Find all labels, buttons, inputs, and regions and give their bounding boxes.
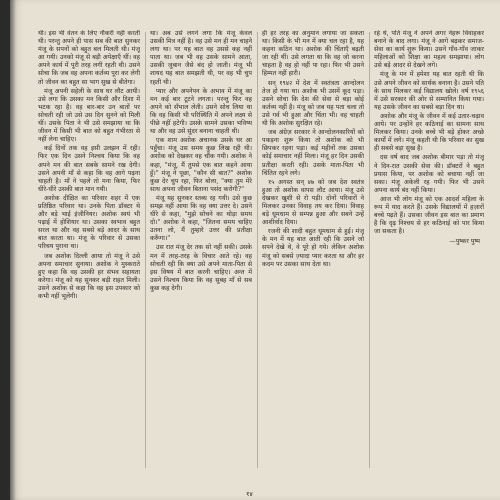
column-divider: [145, 32, 146, 468]
paragraph: जब अशोक दिल्ली आया तो मंजू ने उसे अपना समाचार सुनाया। अशोक ने मुस्कराते हुए कहा कि वह उसकी हर संभव सहायता करेगा। मंजू को यह सुनकर बड़ी राहत मिली। उसने अशोक से कहा कि वह इस उपकार को कभी नहीं भूलेगी।: [38, 252, 140, 300]
paragraph: मंजू यह सुनकर स्तब्ध रह गयी। उसे कुछ समझ नहीं आया कि वह क्या उत्तर दे। उसने धीरे से कहा, "मुझे सोचने का थोड़ा समय दो।" अशोक ने कहा, "जितना समय चाहिए उतना लो, मैं तुम्हारे उत्तर की प्रतीक्षा करूँगा।": [150, 194, 252, 243]
column-divider: [257, 32, 258, 468]
magazine-page: [10, 0, 500, 500]
text-area: [38, 30, 484, 472]
paragraph: था। अब उसे लगने लगा कि मंजू केवल उसकी मित्र नहीं है। वह उसे मन ही मन चाहने लगा था। पर यह बात वह उससे कह नहीं पाता था। जब भी वह उसके सामने आता, उसकी जुबान जैसे बंद हो जाती। मंजू भी शायद यह बात समझती थी, पर वह भी चुप रहती थी।: [150, 30, 252, 86]
column-2: [150, 30, 252, 472]
column-divider: [369, 32, 370, 468]
column-3: [262, 30, 364, 472]
binding-shadow: [10, 0, 16, 500]
paragraph: कई दिनों तक वह इसी उलझन में रही। फिर एक दिन उसने निश्चय किया कि वह अपने मन की बात सबके सामने रख देगी। उसने अपनी माँ से कहा कि वह आगे पढ़ना चाहती है। माँ ने पहले तो मना किया, फिर धीरे-धीरे उसकी बात मान गयी।: [38, 145, 140, 193]
paragraph: अशोक दीक्षित का परिवार शहर में एक प्रतिष्ठित परिवार था। उनके पिता डॉक्टर थे और बड़े भाई इंजीनियर। अशोक स्वयं भी पढ़ाई में होशियार था। उसका स्वभाव बहुत सरल था और वह सबसे बड़े आदर के साथ बात करता था। मंजू के परिवार से उसका परिचय पुराना था।: [38, 194, 140, 251]
paragraph: रजनी की शादी बहुत धूमधाम से हुई। मंजू के मन में यह बात आती रही कि उसने जो सपने देखे थे, वे पूरे हो गये। लेकिन अशोक मंजू को सबसे ज़्यादा प्यार करता था और हर कदम पर उसका साथ देता था।: [262, 228, 364, 268]
paragraph: दस वर्ष बाद जब अशोक बीमार पड़ा तो मंजू ने दिन-रात उसकी सेवा की। डॉक्टरों ने बहुत प्रयास किया, पर अशोक को बचाया नहीं जा सका। मंजू अकेली रह गयी। फिर भी उसने अपना कार्य बंद नहीं किया।: [374, 154, 484, 194]
author-signature: —पुष्कर पुष्प: [449, 238, 480, 246]
paragraph: उस रात मंजू देर तक सो नहीं सकी। उसके मन में तरह-तरह के विचार आते रहे। वह सोचती रही कि क्या उसे अपने माता-पिता से इस विषय में बात करनी चाहिए। अन्त में उसने निश्चय किया कि वह सुबह माँ से सब कुछ कह देगी।: [150, 244, 252, 292]
paragraph: थी। इस भी वेतन के लिए नौकरी नहीं करती थी। परन्तु अपने ही पास सब की बात सुनकर मंजू के सपनों को बहुत बल मिलती थी। मंजू आ गयी। उनको मंजू से बड़ी अपेक्षाएँ थीं। वह अपने कार्य में पूरी तरह लगी रहती थी। उसने सोचा कि जब वह अपना कर्तव्य पूरा कर लेगी तो जीवन का बहुत सा भाग सुख से बीतेगा।: [38, 30, 140, 86]
paragraph: मंजू के मन में हमेशा यह बात रहती थी कि उसे अपने जीवन को सार्थक बनाना है। उसने पति के साथ मिलकर कई विद्यालय खोले। वर्ष १९५६ में उसे सरकार की ओर से सम्मानित किया गया। यह उसके जीवन का सबसे बड़ा दिन था।: [374, 71, 484, 111]
page-number: १४: [246, 490, 253, 498]
paragraph: मंजू अपनी सहेली के साथ घर लौट आयी। उसे लगा कि उसका मन किसी और दिशा में भटक रहा है। वह बार-बार उन बातों पर सोचती रही जो उसे उस दिन सुनने को मिली थीं। उसके पिता ने भी उसे समझाया था कि जीवन में किसी भी बात को बहुत गंभीरता से नहीं लेना चाहिए।: [38, 87, 140, 144]
column-4: [374, 30, 484, 472]
paragraph: जब अंग्रेज़ सरकार ने आन्दोलनकारियों को पकड़ना शुरू किया तो अशोक को भी छिपकर रहना पड़ा। कई महीनों तक उसका कोई समाचार नहीं मिला। मंजू हर दिन उसकी प्रतीक्षा करती रही। उसके माता-पिता भी चिंतित रहने लगे।: [262, 129, 364, 177]
column-1: [38, 30, 140, 472]
paragraph: सन् १९४२ में देश में स्वतंत्रता आन्दोलन तेज हो गया था। अशोक भी उसमें कूद पड़ा। उसने सोचा कि देश की सेवा से बड़ा कोई कर्तव्य नहीं है। मंजू को जब यह पता चला तो उसे गर्व भी हुआ और चिंता भी। वह चाहती थी कि अशोक सुरक्षित रहे।: [262, 79, 364, 128]
paragraph: रहे थे, पति मंजू ने अपने अगर नेहरू विवाहकर बनाने के बाद लगा। मंजू ने आगे बढ़कर समाज-सेवा का कार्य शुरू किया। उसने गाँव-गाँव जाकर महिलाओं को शिक्षा का महत्व समझाया। लोग उसे बड़े आदर से देखने लगे।: [374, 30, 484, 70]
paragraph: १५ अगस्त सन् ४७ को जब देश स्वतंत्र हुआ तो अशोक वापस लौट आया। मंजू उसे देखकर खुशी से रो पड़ी। दोनों परिवारों ने मिलकर उनका विवाह तय कर दिया। विवाह बड़े धूमधाम से सम्पन्न हुआ और सबने उन्हें आशीर्वाद दिया।: [262, 178, 364, 227]
paragraph: प्यार और अपनेपन के अभाव में मंजू का मन कई बार टूटने लगता। परन्तु फिर वह अपने को सँभाल लेती। उसने सोच लिया था कि वह किसी भी परिस्थिति में अपने लक्ष्य से पीछे नहीं हटेगी। उसके सामने उसका भविष्य था और वह उसे सुंदर बनाना चाहती थी।: [150, 87, 252, 136]
paragraph: एक शाम अशोक अचानक उसके घर आ पहुँचा। मंजू उस समय कुछ लिख रही थी। अशोक को देखकर वह चौंक गयी। अशोक ने कहा, "मंजू, मैं तुमसे एक बात कहने आया हूँ।" मंजू ने पूछा, "कौन सी बात?" अशोक कुछ देर चुप रहा, फिर बोला, "क्या तुम मेरे साथ अपना जीवन बिताना पसंद करोगी?": [150, 137, 252, 193]
paragraph: आज भी लोग मंजू को एक आदर्श महिला के रूप में याद करते हैं। उसके विद्यालयों में हज़ारों बच्चे पढ़ते हैं। उसका जीवन इस बात का प्रमाण है कि दृढ़ निश्चय से हर कठिनाई को पार किया जा सकता है।: [374, 195, 484, 236]
paragraph: ही हर तरह का अनुमान लगाया जा सकता था। किसी के भी मन में क्या चल रहा है, यह कहना कठिन था। अशोक की चिंताएँ बढ़ती जा रही थीं। उसे लगता था कि वह जो करना चाहता है वह हो नहीं पा रहा। फिर भी उसने हिम्मत नहीं हारी।: [262, 30, 364, 78]
paragraph: अशोक और मंजू के जीवन में कई उतार-चढ़ाव आये। पर उन्होंने हर कठिनाई का सामना साथ मिलकर किया। उनके बच्चे भी बड़े होकर अच्छे कार्यों में लगे। मंजू कहती थी कि परिवार का सुख ही सबसे बड़ा सुख है।: [374, 112, 484, 153]
